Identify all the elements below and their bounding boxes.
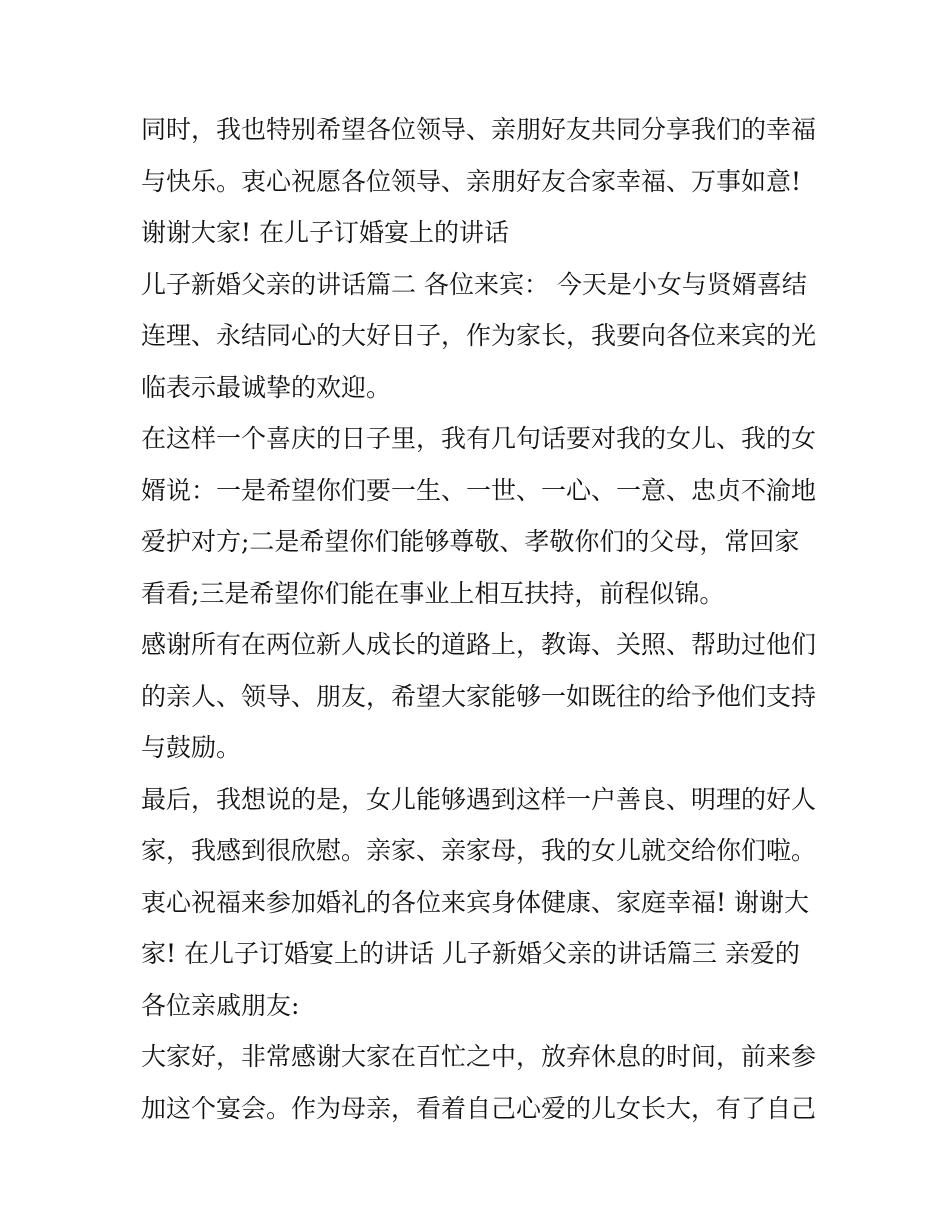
text-line: 家! 在儿子订婚宴上的讲话 儿子新婚父亲的讲话篇三 亲爱的 <box>141 939 800 968</box>
text-line: 爱护对方;二是希望你们能够尊敬、孝敬你们的父母，常回家 <box>141 527 800 556</box>
text-line: 感谢所有在两位新人成长的道路上，教诲、关照、帮助过他们 <box>141 630 817 659</box>
text-line: 谢谢大家! 在儿子订婚宴上的讲话 <box>141 218 509 247</box>
text-line: 的亲人、领导、朋友，希望大家能够一如既往的给予他们支持 <box>141 681 817 711</box>
text-line: 连理、永结同心的大好日子，作为家长，我要向各位来宾的光 <box>141 321 817 350</box>
text-line: 看看;三是希望你们能在事业上相互扶持，前程似锦。 <box>141 578 725 608</box>
text-line: 最后，我想说的是，女儿能够遇到这样一户善良、明理的好人 <box>141 784 817 814</box>
text-line: 衷心祝福来参加婚礼的各位来宾身体健康、家庭幸福! 谢谢大 <box>141 887 809 917</box>
text-line: 加这个宴会。作为母亲，看着自己心爱的儿女长大，有了自己 <box>141 1093 817 1123</box>
text-line: 同时，我也特别希望各位领导、亲朋好友共同分享我们的幸福 <box>141 115 817 144</box>
text-line: 临表示最诚挚的欢迎。 <box>141 372 392 402</box>
text-line: 儿子新婚父亲的讲话篇二 各位来宾： 今天是小女与贤婿喜结 <box>141 269 807 299</box>
text-line: 在这样一个喜庆的日子里，我有几句话要对我的女儿、我的女 <box>141 424 817 453</box>
text-line: 婿说：一是希望你们要一生、一世、一心、一意、忠贞不渝地 <box>141 475 817 505</box>
text-line: 大家好，非常感谢大家在百忙之中，放弃休息的时间，前来参 <box>141 1042 817 1071</box>
text-line: 与快乐。衷心祝愿各位领导、亲朋好友合家幸福、万事如意! <box>141 166 802 196</box>
text-line: 各位亲戚朋友: <box>141 990 300 1020</box>
text-line: 与鼓励。 <box>141 733 242 762</box>
text-line: 家，我感到很欣慰。亲家、亲家母，我的女儿就交给你们啦。 <box>141 836 817 865</box>
document-body <box>141 104 821 1134</box>
